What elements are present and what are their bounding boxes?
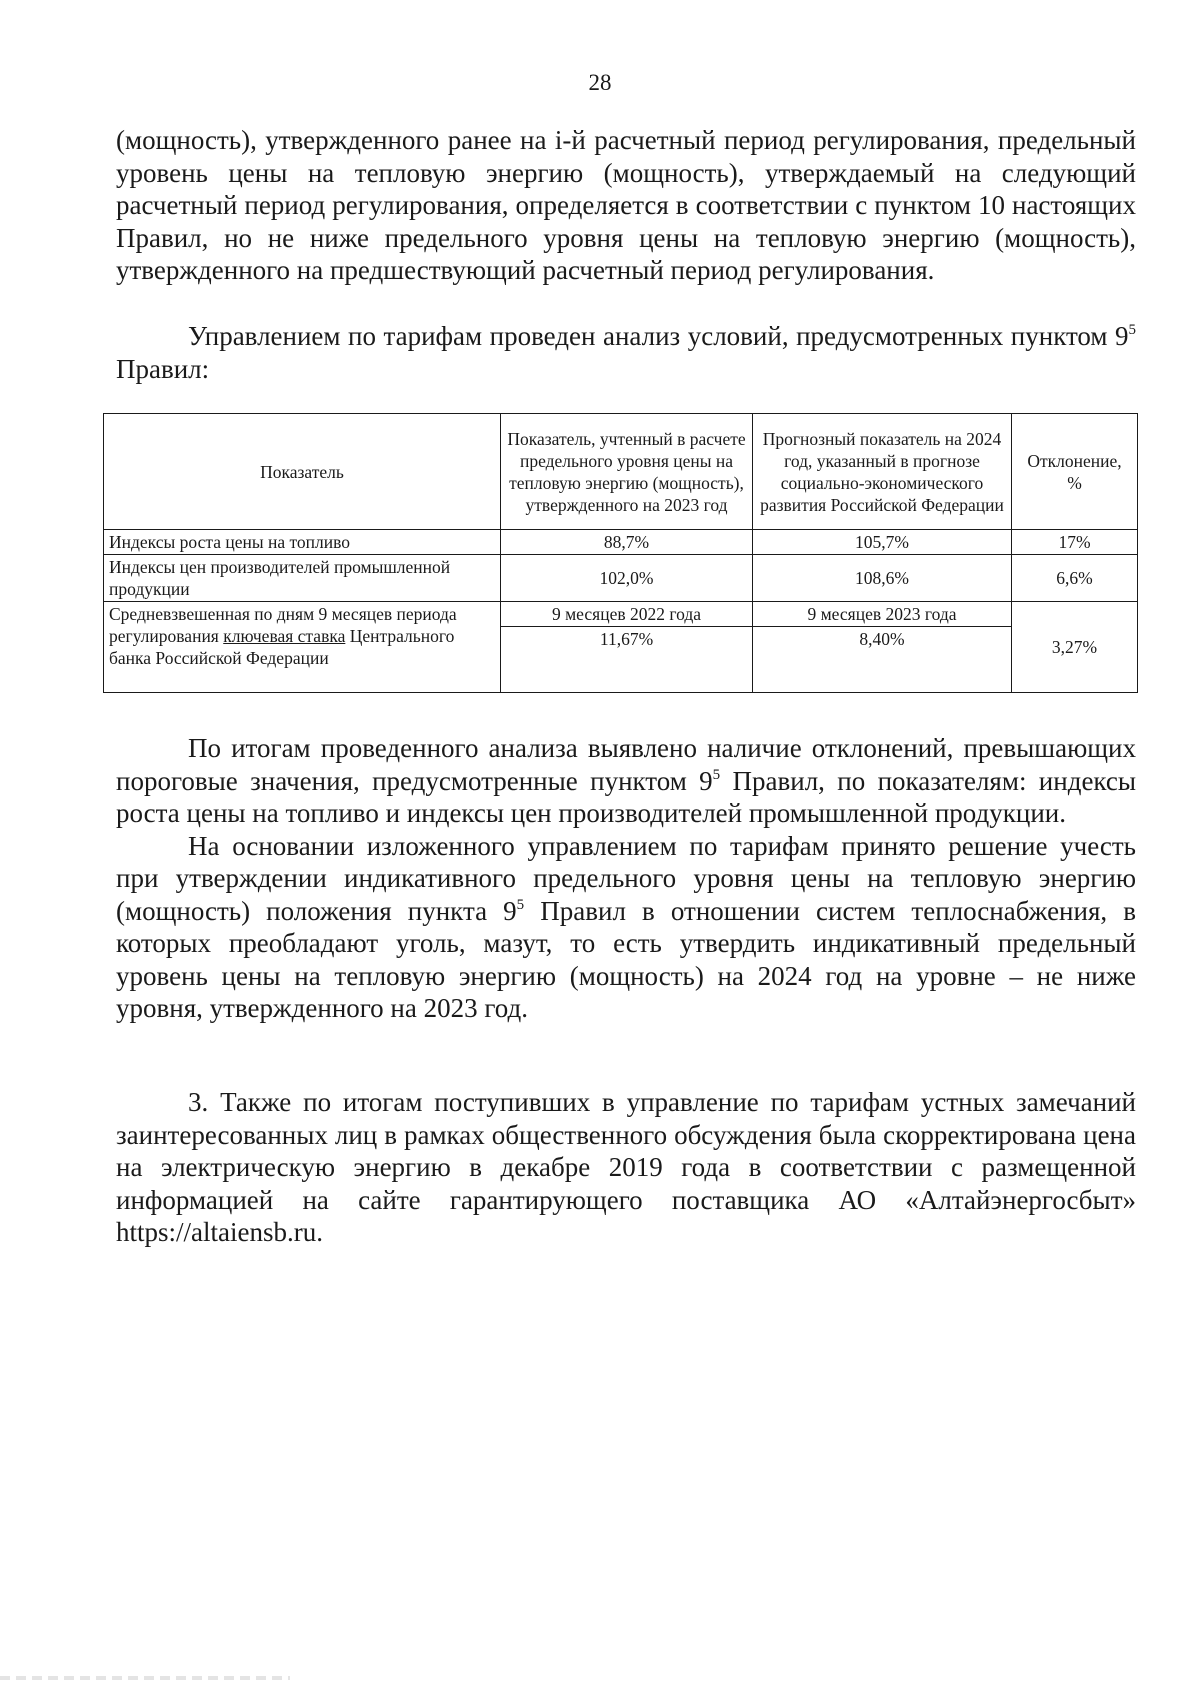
decision-text-start: На основании изложенного управлением по тарифам принято решение учесть при утверждении индикативного предельного уровня цены на тепловую энергию (мощность) положения пункта 9 <box>116 830 1136 926</box>
section3-paragraph: 3. Также по итогам поступивших в управление по тарифам устных замечаний заинтересованных лиц в рамках общественного обсуждения была скорректирована цена на электрическую энергию в декабре 2019 года в соответствии с размещенной информацией на сайте гарантирующего поставщика АО «Алтайэнергосбыт» https://altaiensb.ru. <box>116 1087 1136 1247</box>
row-deviation-value: 6,6% <box>1012 555 1138 602</box>
key-rate-indicator-name <box>104 602 501 693</box>
row-forecast-value: 105,7% <box>753 530 1012 555</box>
table-row <box>104 530 1138 555</box>
section3-paragraph-block <box>116 1086 1136 1249</box>
analysis-paragraph <box>116 320 1136 385</box>
header-indicator: Показатель <box>104 414 501 530</box>
decision-superscript: 5 <box>516 896 525 913</box>
intro-paragraph: (мощность), утвержденного ранее на i-й расчетный период регулирования, предельный уровень цены на тепловую энергию (мощность), утверждаемый на следующий расчетный период регулирования, определяется в соответствии с пунктом 10 настоящих Правил, но не ниже предельного уровня цены на тепловую энергию (мощность), утвержденного на предшествующий расчетный период регулирования. <box>116 125 1136 285</box>
page-number: 28 <box>588 70 612 95</box>
key-rate-forecast-value: 8,40% <box>753 627 1012 693</box>
decision-paragraph <box>116 830 1136 1025</box>
result-paragraph <box>116 732 1136 830</box>
table-header-row <box>104 414 1138 530</box>
row-forecast-value: 108,6% <box>753 555 1012 602</box>
result-text-start: По итогам проведенного анализа выявлено наличие отклонений, превышающих пороговые значения, предусмотренные пунктом 9 <box>116 733 1136 796</box>
header-forecast: Прогнозный показатель на 2024 год, указанный в прогнозе социально-экономического развития Российской Федерации <box>753 414 1012 530</box>
result-superscript: 5 <box>712 766 721 783</box>
row-indicator-name: Индексы роста цены на топливо <box>104 530 501 555</box>
intro-paragraph-block <box>116 124 1136 287</box>
row-accounted-value: 102,0% <box>501 555 753 602</box>
table-row <box>104 555 1138 602</box>
scan-artifact <box>0 1676 290 1680</box>
analysis-text-start: Управлением по тарифам проведен анализ условий, предусмотренных пунктом 9 <box>188 321 1129 351</box>
key-rate-accounted-value: 11,67% <box>501 627 753 693</box>
header-deviation: Отклонение, % <box>1012 414 1138 530</box>
row-accounted-value: 88,7% <box>501 530 753 555</box>
indicators-table <box>103 413 1138 693</box>
key-rate-indicator-end: Центрального банка Российской Федерации <box>109 626 455 668</box>
key-rate-deviation-value: 3,27% <box>1012 602 1138 693</box>
row-indicator-name: Индексы цен производителей промышленной продукции <box>104 555 501 602</box>
key-rate-underlined-term: ключевая ставка <box>223 626 346 646</box>
analysis-paragraph-block <box>116 320 1136 385</box>
header-accounted: Показатель, учтенный в расчете предельного уровня цены на тепловую энергию (мощность), утвержденного на 2023 год <box>501 414 753 530</box>
key-rate-forecast-period: 9 месяцев 2023 года <box>753 602 1012 627</box>
result-paragraph-block <box>116 732 1136 1025</box>
result-text-end: Правил, по показателям: индексы роста цены на топливо и индексы цен производителей промышленной продукции. <box>116 765 1136 828</box>
analysis-text-end: Правил: <box>116 353 210 384</box>
decision-text-end: Правил в отношении систем теплоснабжения, в которых преобладают уголь, мазут, то есть утвердить индикативный предельный уровень цены на тепловую энергию (мощность) на 2024 год на уровне – не ниже уровня, утвержденного на 2023 год. <box>116 895 1136 1023</box>
row-deviation-value: 17% <box>1012 530 1138 555</box>
table-row-key-rate-period <box>104 602 1138 627</box>
key-rate-accounted-period: 9 месяцев 2022 года <box>501 602 753 627</box>
key-rate-indicator-start: Средневзвешенная по дням 9 месяцев периода регулирования <box>109 604 457 646</box>
analysis-superscript: 5 <box>1128 322 1136 338</box>
